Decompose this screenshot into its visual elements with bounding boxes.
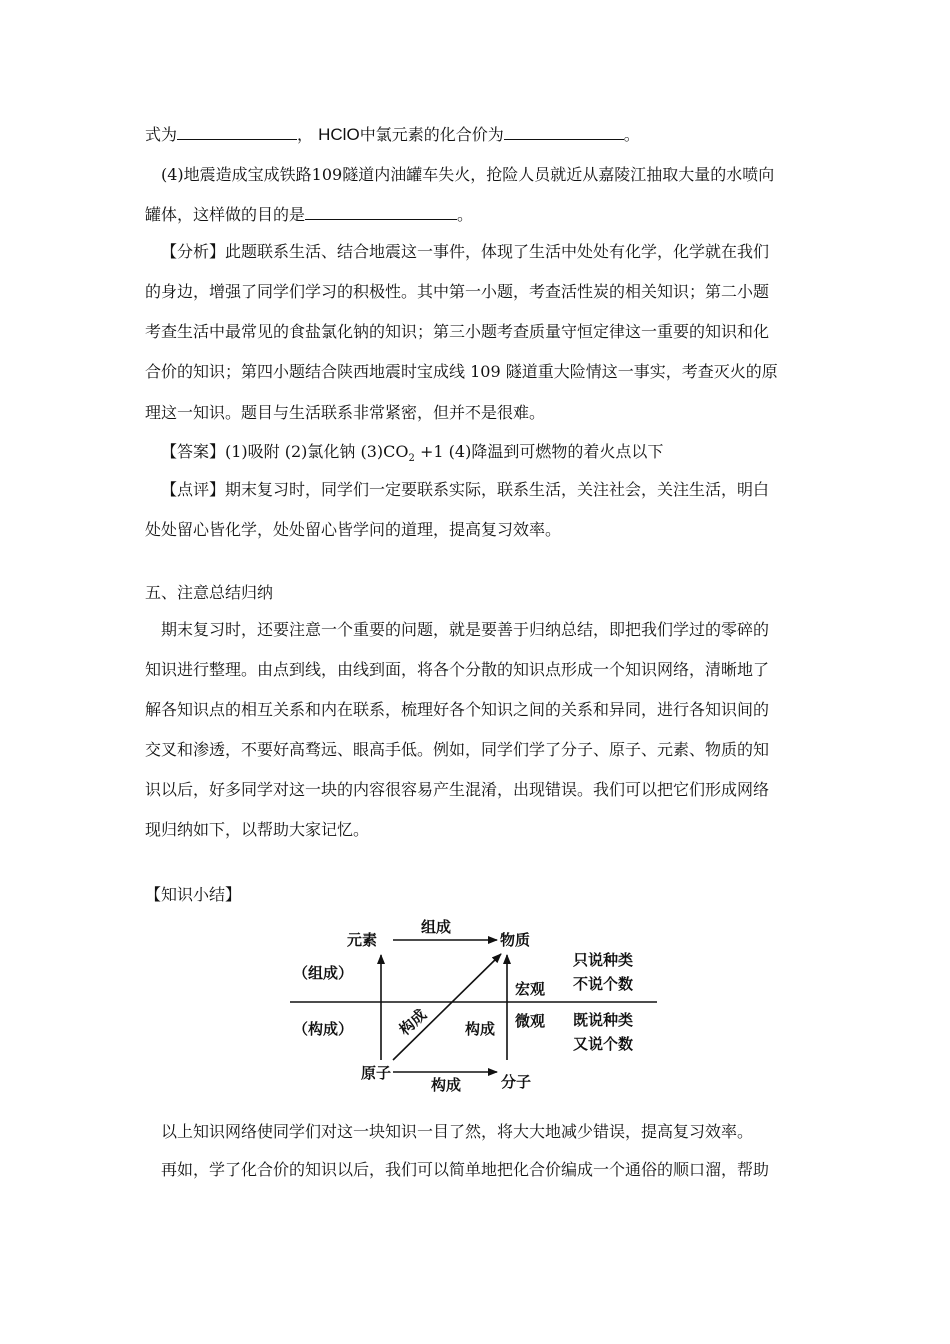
section-para-line: 识以后，好多同学对这一块的内容很容易产生混淆，出现错误。我们可以把它们形成网络	[145, 780, 770, 799]
analysis-line: 【分析】此题联系生活、结合地震这一事件，体现了生活中处处有化学，化学就在我们	[161, 242, 770, 261]
answer-part-a: 【答案】(1)吸附 (2)氯化钠 (3)CO	[161, 442, 409, 461]
section-para-line: 期末复习时，还要注意一个重要的问题，就是要善于归纳总结，即把我们学过的零碎的	[161, 620, 770, 639]
analysis-line: 理这一知识。题目与生活联系非常紧密，但并不是很难。	[145, 403, 546, 422]
macro-note-2: 不说个数	[573, 975, 634, 993]
knowledge-network-diagram	[285, 910, 660, 1100]
q3-end: 。	[623, 125, 640, 144]
micro-note-2: 又说个数	[573, 1035, 634, 1053]
section-heading: 五、注意总结归纳	[145, 583, 274, 602]
section-para-line: 知识进行整理。由点到线，由线到面，将各个分散的知识点形成一个知识网络，清晰地了	[145, 660, 770, 679]
q4-line-2	[145, 204, 815, 226]
node-atom: 原子	[361, 1064, 392, 1082]
answer-blank-3	[305, 205, 457, 220]
micro-note-1: 既说种类	[573, 1011, 634, 1029]
section-para-line: 现归纳如下，以帮助大家记忆。	[145, 820, 370, 839]
q3-comma: ，	[297, 125, 314, 144]
node-substance: 物质	[500, 931, 531, 949]
q3-tail-line	[145, 124, 815, 146]
after-line: 再如，学了化合价的知识以后，我们可以简单地把化合价编成一个通俗的顺口溜，帮助	[161, 1160, 770, 1179]
q4-line-1: (4)地震造成宝成铁路109隧道内油罐车失火，抢险人员就近从嘉陵江抽取大量的水喷向	[161, 165, 775, 184]
analysis-line: 考查生活中最常见的食盐氯化钠的知识；第三小题考查质量守恒定律这一重要的知识和化	[145, 322, 770, 341]
macro-note-1: 只说种类	[573, 951, 634, 969]
answer-blank-1	[177, 125, 297, 140]
label-construct-left: （构成）	[293, 1020, 354, 1038]
analysis-line: 的身边，增强了同学们学习的积极性。其中第一小题，考查活性炭的相关知识；第二小题	[145, 282, 770, 301]
section-para-line: 交叉和渗透，不要好高骛远、眼高手低。例如，同学们学了分子、原子、元素、物质的知	[145, 740, 770, 759]
answer-part-b: +1 (4)降温到可燃物的着火点以下	[414, 442, 664, 461]
analysis-line: 合价的知识；第四小题结合陕西地震时宝成线 109 隧道重大险情这一事实，考查灭火的原	[145, 362, 778, 381]
node-molecule: 分子	[501, 1073, 532, 1091]
label-construct-mid: 构成	[465, 1020, 496, 1038]
comment-line: 处处留心皆化学，处处留心皆学问的道理，提高复习效率。	[145, 520, 562, 539]
answer-blank-2	[504, 125, 624, 140]
node-element: 元素	[347, 931, 378, 949]
q4-end: 。	[457, 205, 474, 224]
hclo-formula: HClO	[318, 125, 360, 144]
label-compose-left: （组成）	[293, 964, 354, 982]
after-line: 以上知识网络使同学们对这一块知识一目了然，将大大地减少错误，提高复习效率。	[161, 1122, 754, 1141]
arrow-atom-to-substance	[393, 954, 501, 1060]
answer-subscript: 2	[408, 453, 415, 465]
label-compose-top: 组成	[421, 918, 452, 936]
label-construct-bottom: 构成	[431, 1076, 462, 1094]
label-micro: 微观	[515, 1012, 546, 1030]
section-para-line: 解各知识点的相互关系和内在联系，梳理好各个知识之间的关系和异同，进行各知识间的	[145, 700, 770, 719]
q3-prefix: 式为	[145, 125, 178, 144]
answer-line	[161, 441, 831, 470]
summary-heading: 【知识小结】	[145, 885, 242, 904]
comment-line: 【点评】期末复习时，同学们一定要联系实际，联系生活，关注社会，关注生活，明白	[161, 480, 770, 499]
q3-rest: 中氯元素的化合价为	[359, 125, 504, 144]
label-macro: 宏观	[515, 980, 546, 998]
q4-prefix: 罐体，这样做的目的是	[145, 205, 306, 224]
label-construct-diagonal: 构成	[395, 1005, 430, 1039]
